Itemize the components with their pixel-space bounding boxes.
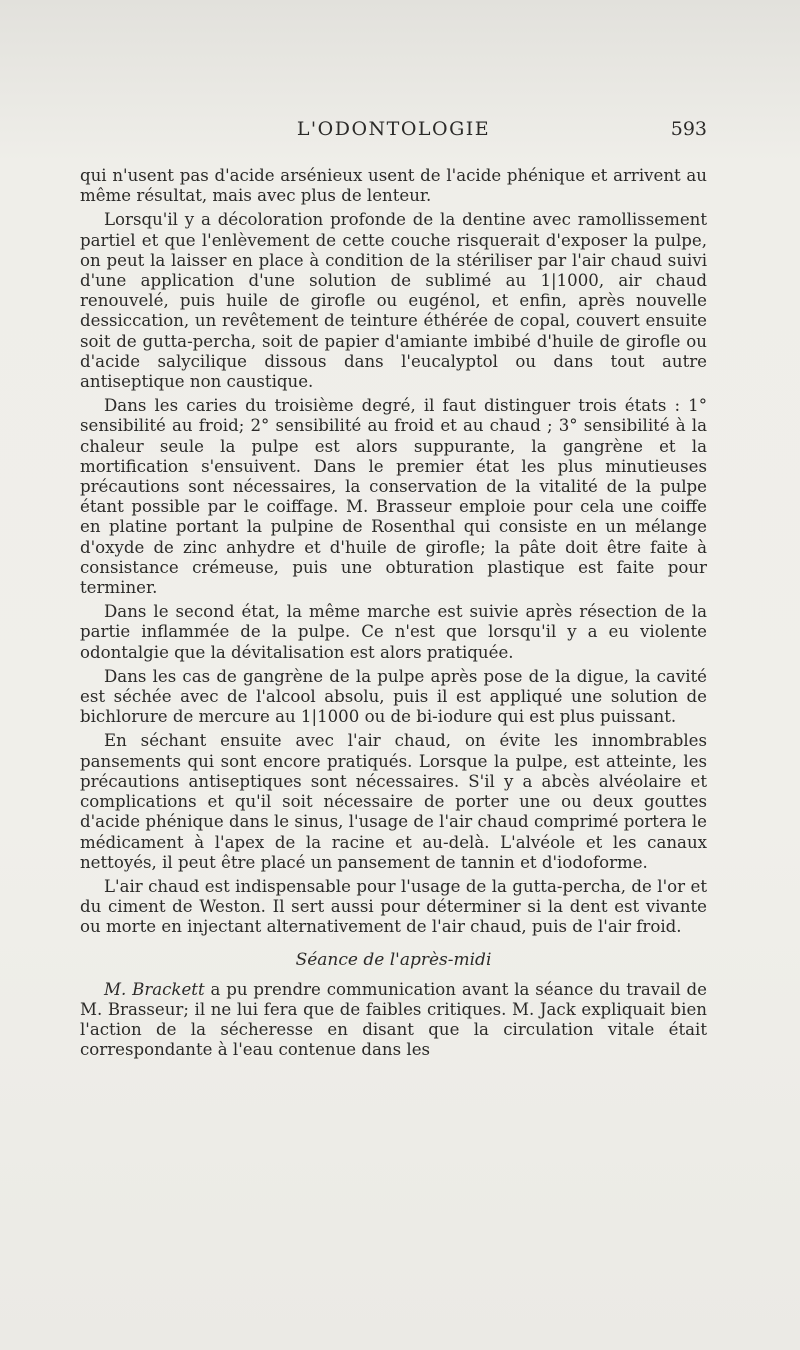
paragraph xyxy=(80,980,707,1061)
paragraph-text: a pu prendre communication avant la séance du travail de M. Brasseur; il ne lui fera que de faibles critiques. M. Jack expliquait bien l'action de la sécheresse en disant que la circulation vitale était correspondante à l'eau contenue dans les xyxy=(80,979,707,1060)
body-text xyxy=(80,166,707,1065)
paragraph: Dans les cas de gangrène de la pulpe après pose de la digue, la cavité est séchée avec de l'alcool absolu, puis il est appliqué une solution de bichlorure de mercure au 1|1000 ou de bi-iodure qui est plus puissant. xyxy=(80,666,707,727)
paragraph: qui n'usent pas d'acide arsénieux usent de l'acide phénique et arrivent au même résultat, mais avec plus de lenteur. xyxy=(80,166,707,206)
speaker-name: M. Brackett xyxy=(104,979,205,999)
section-heading: Séance de l'après-midi xyxy=(295,949,492,970)
paragraph: Dans le second état, la même marche est suivie après résection de la partie inflammée de la pulpe. Ce n'est que lorsqu'il y a eu violente odontalgie que la dévitalisation est alors pratiquée. xyxy=(80,602,707,662)
paragraph: Dans les caries du troisième degré, il faut distinguer trois états : 1° sensibilité au froid; 2° sensibilité au froid et au chaud ; 3° sensibilité à la chaleur seule la pulpe est alors suppurante, la gangrène et la mortification s'ensuivent. Dans le premier état les plus minutieuses précautions sont nécessaires, la conservation de la vitalité de la pulpe étant possible par le coiffage. M. Brasseur emploie pour cela une coiffe en platine portant la pulpine de Rosenthal qui consiste en un mélange d'oxyde de zinc anhydre et d'huile de girofle; la pâte doit être faite à consistance crémeuse, puis une obturation plastique est faite pour terminer. xyxy=(80,396,707,598)
paragraph: Lorsqu'il y a décoloration profonde de la dentine avec ramollissement partiel et que l'enlèvement de cette couche risquerait d'exposer la pulpe, on peut la laisser en place à condition de la stériliser par l'air chaud suivi d'une application d'une solution de sublimé au 1|1000, air chaud renouvelé, puis huile de girofle ou eugénol, et enfin, après nouvelle dessiccation, un revêtement de teinture éthérée de copal, couvert ensuite soit de gutta-percha, soit de papier d'amiante imbibé d'huile de girofle ou d'acide salycilique dissous dans l'eucalyptol ou dans tout autre antiseptique non caustique. xyxy=(80,210,707,392)
paragraph: En séchant ensuite avec l'air chaud, on évite les innombrables pansements qui sont encore pratiqués. Lorsque la pulpe, est atteinte, les précautions antiseptiques sont nécessaires. S'il y a abcès alvéolaire et complications et qu'il soit nécessaire de porter une ou deux gouttes d'acide phénique dans le sinus, l'usage de l'air chaud comprimé portera le médicament à l'apex de la racine et au-delà. L'alvéole et les canaux nettoyés, il peut être placé un pansement de tannin et d'iodoforme. xyxy=(80,731,707,872)
paragraph: L'air chaud est indispensable pour l'usage de la gutta-percha, de l'or et du ciment de Weston. Il sert aussi pour déterminer si la dent est vivante ou morte en injectant alternativement de l'air chaud, puis de l'air froid. xyxy=(80,876,707,937)
page-header xyxy=(80,118,707,148)
page-number: 593 xyxy=(670,118,707,140)
running-title: L'ODONTOLOGIE xyxy=(296,118,491,140)
